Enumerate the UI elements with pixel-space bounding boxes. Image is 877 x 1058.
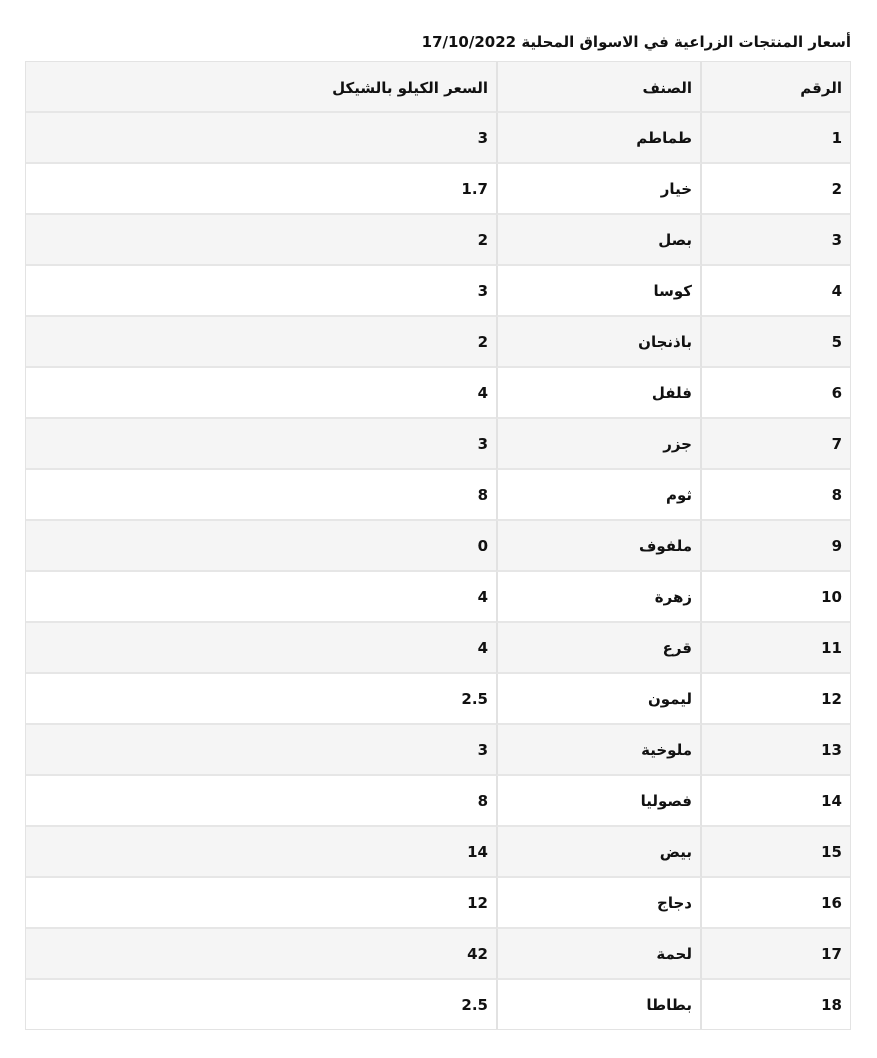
row-number: 10 (702, 572, 850, 623)
row-price: 3 (26, 266, 496, 317)
table-row (26, 776, 850, 827)
row-item: قرع (496, 623, 702, 674)
table-row (26, 521, 850, 572)
table-row (26, 725, 850, 776)
row-item: باذنجان (496, 317, 702, 368)
row-price: 42 (26, 929, 496, 980)
row-price: 3 (26, 113, 496, 164)
row-item: فصوليا (496, 776, 702, 827)
row-item: ملوخية (496, 725, 702, 776)
row-price: 2.5 (26, 674, 496, 725)
table-row (26, 674, 850, 725)
row-item: دجاج (496, 878, 702, 929)
table-row (26, 980, 850, 1029)
row-price: 12 (26, 878, 496, 929)
row-number: 15 (702, 827, 850, 878)
table-row (26, 623, 850, 674)
row-item: زهرة (496, 572, 702, 623)
row-price: 8 (26, 470, 496, 521)
row-price: 0 (26, 521, 496, 572)
table-row (26, 113, 850, 164)
row-price: 2.5 (26, 980, 496, 1029)
table-row (26, 317, 850, 368)
row-item: طماطم (496, 113, 702, 164)
row-item: ملفوف (496, 521, 702, 572)
row-number: 7 (702, 419, 850, 470)
row-number: 4 (702, 266, 850, 317)
row-price: 3 (26, 419, 496, 470)
table-caption: أسعار المنتجات الزراعية في الاسواق المحلية 17/10/2022 (421, 33, 851, 51)
row-number: 18 (702, 980, 850, 1029)
row-price: 4 (26, 368, 496, 419)
table-row (26, 572, 850, 623)
row-price: 1.7 (26, 164, 496, 215)
row-price: 3 (26, 725, 496, 776)
row-number: 3 (702, 215, 850, 266)
row-price: 14 (26, 827, 496, 878)
row-number: 12 (702, 674, 850, 725)
row-price: 8 (26, 776, 496, 827)
row-item: فلفل (496, 368, 702, 419)
table-row (26, 827, 850, 878)
row-item: خيار (496, 164, 702, 215)
row-number: 5 (702, 317, 850, 368)
row-item: بيض (496, 827, 702, 878)
row-item: ليمون (496, 674, 702, 725)
header-item: الصنف (496, 62, 702, 113)
table-row (26, 215, 850, 266)
table-row (26, 929, 850, 980)
row-number: 14 (702, 776, 850, 827)
price-table (25, 61, 851, 1030)
row-number: 6 (702, 368, 850, 419)
header-number: الرقم (702, 62, 850, 113)
row-item: بصل (496, 215, 702, 266)
row-number: 17 (702, 929, 850, 980)
header-row (26, 62, 850, 113)
table-row (26, 266, 850, 317)
row-number: 9 (702, 521, 850, 572)
row-item: جزر (496, 419, 702, 470)
row-item: لحمة (496, 929, 702, 980)
row-number: 13 (702, 725, 850, 776)
row-item: كوسا (496, 266, 702, 317)
row-number: 1 (702, 113, 850, 164)
row-number: 16 (702, 878, 850, 929)
row-price: 4 (26, 623, 496, 674)
table-row (26, 878, 850, 929)
row-number: 11 (702, 623, 850, 674)
table-row (26, 470, 850, 521)
table-row (26, 164, 850, 215)
table-row (26, 419, 850, 470)
row-number: 2 (702, 164, 850, 215)
row-item: بطاطا (496, 980, 702, 1029)
row-price: 2 (26, 215, 496, 266)
row-number: 8 (702, 470, 850, 521)
row-item: ثوم (496, 470, 702, 521)
header-price: السعر الكيلو بالشيكل (26, 62, 496, 113)
row-price: 4 (26, 572, 496, 623)
row-price: 2 (26, 317, 496, 368)
table-row (26, 368, 850, 419)
